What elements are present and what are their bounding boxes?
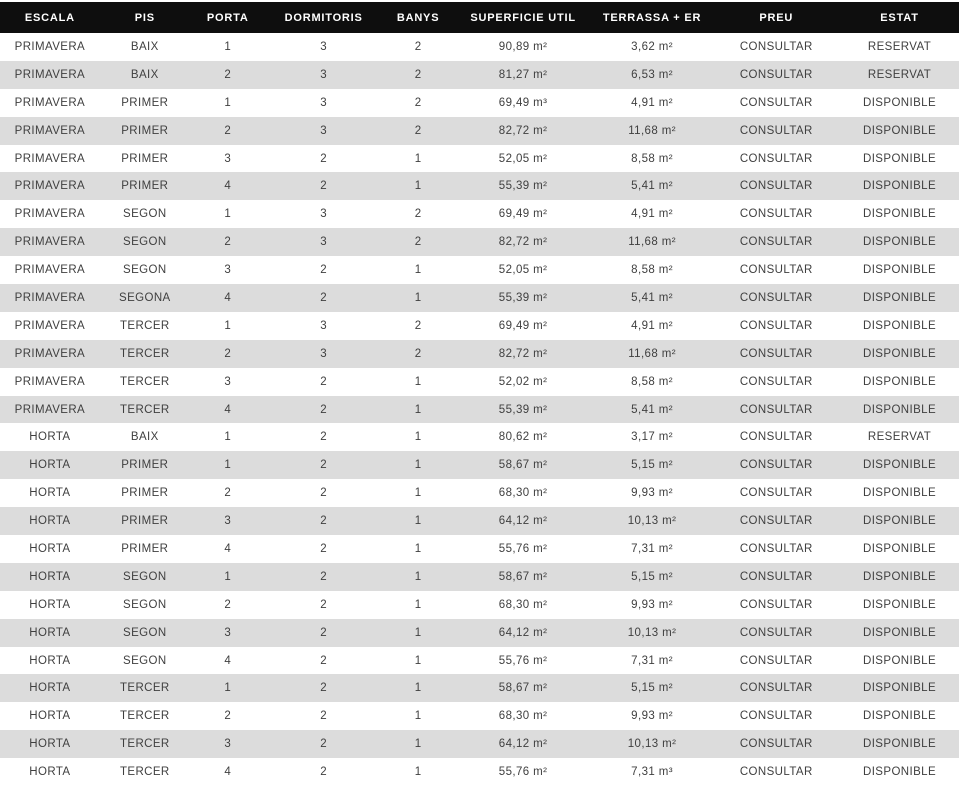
cell-preu[interactable]: CONSULTAR: [739, 403, 813, 416]
cell-terrassa: 9,93 m²: [631, 710, 673, 723]
cell-preu[interactable]: CONSULTAR: [739, 264, 813, 277]
table-row: [0, 423, 959, 451]
table-row: [0, 396, 959, 424]
cell-estat: DISPONIBLE: [863, 459, 937, 472]
cell-estat: DISPONIBLE: [863, 291, 937, 304]
cell-banys: 2: [414, 319, 422, 332]
cell-dormitoris: 2: [320, 403, 328, 416]
cell-superficie: 64,12 m²: [498, 515, 548, 528]
table-body: [0, 33, 959, 786]
table-row: [0, 200, 959, 228]
cell-estat: DISPONIBLE: [863, 319, 937, 332]
cell-banys: 1: [414, 291, 422, 304]
cell-porta: 1: [224, 570, 232, 583]
cell-preu[interactable]: CONSULTAR: [739, 738, 813, 751]
table-row: [0, 256, 959, 284]
cell-estat: DISPONIBLE: [863, 766, 937, 779]
cell-dormitoris: 2: [320, 375, 328, 388]
cell-porta: 1: [224, 96, 232, 109]
cell-escala: HORTA: [29, 654, 71, 667]
cell-banys: 2: [414, 208, 422, 221]
cell-estat: DISPONIBLE: [863, 403, 937, 416]
table-row: [0, 730, 959, 758]
cell-terrassa: 7,31 m³: [631, 766, 673, 779]
cell-porta: 3: [224, 375, 232, 388]
units-availability-table: [0, 2, 959, 786]
column-header-banys: BANYS: [382, 2, 455, 33]
cell-dormitoris: 2: [320, 431, 328, 444]
cell-preu[interactable]: CONSULTAR: [739, 152, 813, 165]
cell-pis: TERCER: [119, 738, 170, 751]
table-row: [0, 228, 959, 256]
cell-banys: 1: [414, 766, 422, 779]
cell-preu[interactable]: CONSULTAR: [739, 570, 813, 583]
cell-preu[interactable]: CONSULTAR: [739, 375, 813, 388]
column-header-pis: PIS: [100, 2, 190, 33]
cell-escala: PRIMAVERA: [14, 403, 86, 416]
cell-dormitoris: 2: [320, 542, 328, 555]
cell-escala: HORTA: [29, 710, 71, 723]
cell-terrassa: 11,68 m²: [628, 124, 676, 137]
column-header-terrassa: TERRASSA + ER: [592, 2, 713, 33]
cell-porta: 1: [224, 459, 232, 472]
cell-superficie: 69,49 m²: [498, 319, 548, 332]
cell-porta: 1: [224, 319, 232, 332]
cell-dormitoris: 3: [320, 319, 328, 332]
cell-banys: 1: [414, 570, 422, 583]
cell-dormitoris: 2: [320, 654, 328, 667]
cell-escala: PRIMAVERA: [14, 347, 86, 360]
cell-estat: DISPONIBLE: [863, 347, 937, 360]
cell-terrassa: 5,41 m²: [631, 403, 673, 416]
table-row: [0, 284, 959, 312]
cell-dormitoris: 2: [320, 180, 328, 193]
cell-escala: HORTA: [29, 738, 71, 751]
cell-dormitoris: 3: [320, 96, 328, 109]
cell-pis: PRIMER: [121, 96, 169, 109]
table-row: [0, 507, 959, 535]
cell-preu[interactable]: CONSULTAR: [739, 347, 813, 360]
column-header-porta: PORTA: [190, 2, 266, 33]
table-row: [0, 619, 959, 647]
cell-terrassa: 5,15 m²: [631, 459, 673, 472]
cell-escala: HORTA: [29, 542, 71, 555]
cell-superficie: 52,05 m²: [498, 152, 548, 165]
cell-superficie: 55,39 m²: [498, 403, 548, 416]
cell-superficie: 58,67 m²: [498, 459, 548, 472]
cell-estat: DISPONIBLE: [863, 264, 937, 277]
cell-banys: 1: [414, 459, 422, 472]
cell-pis: PRIMER: [121, 515, 169, 528]
cell-escala: PRIMAVERA: [14, 40, 86, 53]
cell-terrassa: 7,31 m²: [631, 654, 673, 667]
cell-pis: TERCER: [119, 347, 170, 360]
cell-banys: 1: [414, 542, 422, 555]
cell-preu[interactable]: CONSULTAR: [739, 459, 813, 472]
cell-dormitoris: 3: [320, 208, 328, 221]
cell-banys: 1: [414, 403, 422, 416]
cell-estat: DISPONIBLE: [863, 96, 937, 109]
cell-preu[interactable]: CONSULTAR: [739, 654, 813, 667]
table-row: [0, 479, 959, 507]
cell-estat: DISPONIBLE: [863, 570, 937, 583]
cell-superficie: 80,62 m²: [498, 431, 548, 444]
cell-porta: 2: [224, 487, 232, 500]
table-row: [0, 340, 959, 368]
cell-pis: SEGONA: [119, 291, 171, 304]
cell-superficie: 58,67 m²: [498, 682, 548, 695]
cell-escala: PRIMAVERA: [14, 291, 86, 304]
cell-superficie: 68,30 m²: [498, 710, 548, 723]
cell-pis: SEGON: [123, 236, 167, 249]
cell-superficie: 52,02 m²: [498, 375, 548, 388]
cell-dormitoris: 3: [320, 236, 328, 249]
cell-terrassa: 4,91 m²: [631, 208, 673, 221]
cell-dormitoris: 3: [320, 347, 328, 360]
cell-banys: 2: [414, 96, 422, 109]
table-row: [0, 758, 959, 786]
table-row: [0, 674, 959, 702]
cell-escala: PRIMAVERA: [14, 152, 86, 165]
cell-pis: TERCER: [119, 319, 170, 332]
cell-terrassa: 8,58 m²: [631, 375, 673, 388]
cell-superficie: 81,27 m²: [498, 68, 548, 81]
cell-superficie: 68,30 m²: [498, 598, 548, 611]
cell-banys: 1: [414, 626, 422, 639]
cell-preu[interactable]: CONSULTAR: [739, 208, 813, 221]
cell-preu[interactable]: CONSULTAR: [739, 542, 813, 555]
table-row: [0, 451, 959, 479]
cell-estat: DISPONIBLE: [863, 152, 937, 165]
cell-estat: DISPONIBLE: [863, 515, 937, 528]
cell-banys: 1: [414, 738, 422, 751]
cell-estat: DISPONIBLE: [863, 208, 937, 221]
cell-porta: 4: [224, 654, 232, 667]
cell-estat: DISPONIBLE: [863, 375, 937, 388]
cell-estat: DISPONIBLE: [863, 542, 937, 555]
cell-pis: TERCER: [119, 682, 170, 695]
cell-pis: SEGON: [123, 264, 167, 277]
cell-dormitoris: 2: [320, 766, 328, 779]
table-header: [0, 2, 959, 33]
cell-escala: HORTA: [29, 626, 71, 639]
cell-superficie: 69,49 m²: [498, 208, 548, 221]
cell-preu[interactable]: CONSULTAR: [739, 710, 813, 723]
cell-banys: 1: [414, 598, 422, 611]
table-row: [0, 535, 959, 563]
cell-pis: BAIX: [130, 40, 159, 53]
cell-superficie: 82,72 m²: [498, 236, 548, 249]
cell-porta: 3: [224, 152, 232, 165]
cell-pis: SEGON: [123, 654, 167, 667]
cell-porta: 2: [224, 236, 232, 249]
cell-banys: 2: [414, 68, 422, 81]
cell-terrassa: 7,31 m²: [631, 542, 673, 555]
cell-estat: DISPONIBLE: [863, 598, 937, 611]
cell-pis: PRIMER: [121, 487, 169, 500]
cell-escala: PRIMAVERA: [14, 319, 86, 332]
cell-pis: PRIMER: [121, 180, 169, 193]
cell-escala: PRIMAVERA: [14, 236, 86, 249]
cell-dormitoris: 2: [320, 570, 328, 583]
cell-pis: TERCER: [119, 766, 170, 779]
cell-estat: RESERVAT: [867, 68, 932, 81]
cell-terrassa: 10,13 m²: [627, 626, 677, 639]
cell-preu[interactable]: CONSULTAR: [739, 431, 813, 444]
cell-escala: HORTA: [29, 431, 71, 444]
cell-escala: HORTA: [29, 515, 71, 528]
table-row: [0, 647, 959, 675]
cell-banys: 2: [414, 124, 422, 137]
cell-superficie: 68,30 m²: [498, 487, 548, 500]
cell-estat: DISPONIBLE: [863, 236, 937, 249]
cell-superficie: 64,12 m²: [498, 738, 548, 751]
cell-terrassa: 8,58 m²: [631, 264, 673, 277]
column-header-preu: PREU: [712, 2, 840, 33]
cell-pis: TERCER: [119, 403, 170, 416]
column-header-superficie: SUPERFICIE UTIL: [455, 2, 592, 33]
cell-porta: 4: [224, 542, 232, 555]
cell-porta: 3: [224, 515, 232, 528]
cell-pis: BAIX: [130, 431, 159, 444]
cell-porta: 3: [224, 626, 232, 639]
cell-superficie: 55,76 m²: [498, 542, 548, 555]
cell-terrassa: 9,93 m²: [631, 487, 673, 500]
cell-banys: 2: [414, 236, 422, 249]
cell-escala: PRIMAVERA: [14, 375, 86, 388]
table-row: [0, 117, 959, 145]
cell-dormitoris: 2: [320, 710, 328, 723]
cell-banys: 1: [414, 710, 422, 723]
cell-pis: PRIMER: [121, 542, 169, 555]
cell-banys: 1: [414, 431, 422, 444]
table-row: [0, 368, 959, 396]
cell-porta: 2: [224, 68, 232, 81]
cell-preu[interactable]: CONSULTAR: [739, 68, 813, 81]
cell-superficie: 52,05 m²: [498, 264, 548, 277]
cell-banys: 1: [414, 682, 422, 695]
cell-preu[interactable]: CONSULTAR: [739, 40, 813, 53]
cell-preu[interactable]: CONSULTAR: [739, 515, 813, 528]
cell-terrassa: 5,15 m²: [631, 570, 673, 583]
cell-preu[interactable]: CONSULTAR: [739, 96, 813, 109]
table-row: [0, 563, 959, 591]
cell-banys: 1: [414, 180, 422, 193]
cell-banys: 1: [414, 152, 422, 165]
cell-escala: HORTA: [29, 570, 71, 583]
table-row: [0, 89, 959, 117]
cell-banys: 2: [414, 347, 422, 360]
cell-escala: HORTA: [29, 598, 71, 611]
cell-escala: HORTA: [29, 766, 71, 779]
cell-preu[interactable]: CONSULTAR: [739, 766, 813, 779]
cell-superficie: 90,89 m²: [498, 40, 548, 53]
cell-pis: TERCER: [119, 375, 170, 388]
cell-porta: 1: [224, 208, 232, 221]
cell-dormitoris: 2: [320, 291, 328, 304]
cell-pis: SEGON: [123, 626, 167, 639]
cell-dormitoris: 2: [320, 264, 328, 277]
table-row: [0, 61, 959, 89]
cell-preu[interactable]: CONSULTAR: [739, 291, 813, 304]
cell-superficie: 69,49 m³: [498, 96, 548, 109]
cell-porta: 3: [224, 738, 232, 751]
cell-porta: 1: [224, 431, 232, 444]
cell-dormitoris: 2: [320, 682, 328, 695]
cell-porta: 2: [224, 598, 232, 611]
cell-porta: 1: [224, 682, 232, 695]
cell-superficie: 55,39 m²: [498, 180, 548, 193]
cell-dormitoris: 3: [320, 40, 328, 53]
cell-terrassa: 11,68 m²: [628, 236, 676, 249]
cell-preu[interactable]: CONSULTAR: [739, 319, 813, 332]
cell-superficie: 58,67 m²: [498, 570, 548, 583]
table-row: [0, 312, 959, 340]
table-row: [0, 702, 959, 730]
cell-banys: 1: [414, 654, 422, 667]
cell-dormitoris: 3: [320, 68, 328, 81]
cell-escala: PRIMAVERA: [14, 124, 86, 137]
cell-terrassa: 5,41 m²: [631, 291, 673, 304]
table-row: [0, 145, 959, 173]
cell-estat: DISPONIBLE: [863, 626, 937, 639]
cell-banys: 2: [414, 40, 422, 53]
cell-terrassa: 11,68 m²: [628, 347, 676, 360]
cell-dormitoris: 2: [320, 515, 328, 528]
table-header-row: [0, 2, 959, 33]
cell-estat: DISPONIBLE: [863, 124, 937, 137]
column-header-escala: ESCALA: [0, 2, 100, 33]
cell-pis: BAIX: [130, 68, 159, 81]
cell-estat: DISPONIBLE: [863, 682, 937, 695]
cell-terrassa: 5,41 m²: [631, 180, 673, 193]
cell-pis: SEGON: [123, 570, 167, 583]
cell-dormitoris: 2: [320, 459, 328, 472]
cell-terrassa: 3,62 m²: [631, 40, 673, 53]
cell-preu[interactable]: CONSULTAR: [739, 180, 813, 193]
cell-preu[interactable]: CONSULTAR: [739, 682, 813, 695]
cell-porta: 4: [224, 180, 232, 193]
cell-terrassa: 10,13 m²: [627, 738, 677, 751]
cell-superficie: 55,76 m²: [498, 766, 548, 779]
cell-estat: DISPONIBLE: [863, 710, 937, 723]
cell-escala: PRIMAVERA: [14, 208, 86, 221]
cell-porta: 2: [224, 710, 232, 723]
cell-dormitoris: 3: [320, 124, 328, 137]
table-row: [0, 33, 959, 61]
cell-banys: 1: [414, 264, 422, 277]
cell-escala: HORTA: [29, 459, 71, 472]
cell-pis: PRIMER: [121, 459, 169, 472]
cell-estat: DISPONIBLE: [863, 738, 937, 751]
cell-porta: 4: [224, 403, 232, 416]
cell-dormitoris: 2: [320, 738, 328, 751]
cell-estat: DISPONIBLE: [863, 654, 937, 667]
cell-preu[interactable]: CONSULTAR: [739, 626, 813, 639]
cell-superficie: 55,76 m²: [498, 654, 548, 667]
column-header-dormitoris: DORMITORIS: [266, 2, 382, 33]
cell-terrassa: 3,17 m²: [631, 431, 673, 444]
cell-superficie: 55,39 m²: [498, 291, 548, 304]
cell-terrassa: 10,13 m²: [627, 515, 677, 528]
cell-porta: 1: [224, 40, 232, 53]
cell-pis: SEGON: [123, 598, 167, 611]
cell-preu[interactable]: CONSULTAR: [739, 487, 813, 500]
cell-pis: SEGON: [123, 208, 167, 221]
cell-porta: 2: [224, 124, 232, 137]
cell-pis: PRIMER: [121, 152, 169, 165]
cell-preu[interactable]: CONSULTAR: [739, 236, 813, 249]
cell-porta: 2: [224, 347, 232, 360]
cell-porta: 4: [224, 291, 232, 304]
cell-banys: 1: [414, 515, 422, 528]
cell-estat: RESERVAT: [867, 40, 932, 53]
cell-preu[interactable]: CONSULTAR: [739, 598, 813, 611]
cell-superficie: 82,72 m²: [498, 124, 548, 137]
column-header-estat: ESTAT: [840, 2, 959, 33]
cell-terrassa: 6,53 m²: [631, 68, 673, 81]
cell-terrassa: 5,15 m²: [631, 682, 673, 695]
cell-banys: 1: [414, 375, 422, 388]
cell-escala: PRIMAVERA: [14, 68, 86, 81]
cell-dormitoris: 2: [320, 626, 328, 639]
cell-terrassa: 4,91 m²: [631, 319, 673, 332]
cell-estat: RESERVAT: [867, 431, 932, 444]
cell-escala: HORTA: [29, 487, 71, 500]
cell-terrassa: 4,91 m²: [631, 96, 673, 109]
cell-pis: PRIMER: [121, 124, 169, 137]
cell-terrassa: 9,93 m²: [631, 598, 673, 611]
cell-escala: HORTA: [29, 682, 71, 695]
cell-preu[interactable]: CONSULTAR: [739, 124, 813, 137]
cell-dormitoris: 2: [320, 487, 328, 500]
cell-pis: TERCER: [119, 710, 170, 723]
cell-banys: 1: [414, 487, 422, 500]
cell-estat: DISPONIBLE: [863, 487, 937, 500]
cell-superficie: 64,12 m²: [498, 626, 548, 639]
table-row: [0, 591, 959, 619]
cell-dormitoris: 2: [320, 152, 328, 165]
cell-dormitoris: 2: [320, 598, 328, 611]
cell-porta: 4: [224, 766, 232, 779]
table-row: [0, 172, 959, 200]
cell-escala: PRIMAVERA: [14, 96, 86, 109]
cell-terrassa: 8,58 m²: [631, 152, 673, 165]
cell-superficie: 82,72 m²: [498, 347, 548, 360]
cell-escala: PRIMAVERA: [14, 264, 86, 277]
cell-porta: 3: [224, 264, 232, 277]
cell-estat: DISPONIBLE: [863, 180, 937, 193]
cell-escala: PRIMAVERA: [14, 180, 86, 193]
